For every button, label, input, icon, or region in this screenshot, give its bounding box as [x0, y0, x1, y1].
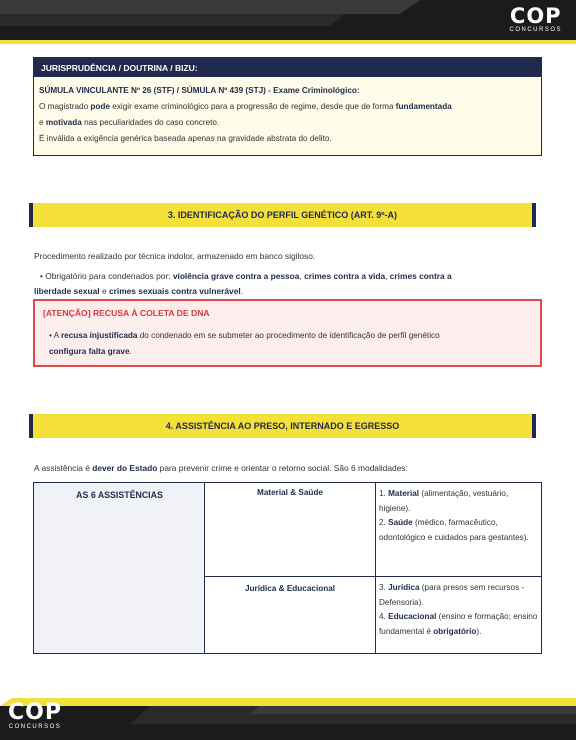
text-run: O magistrado — [39, 102, 91, 111]
text-run: • Obrigatório para condenados por: — [40, 271, 173, 281]
highlight-term: pode — [90, 102, 110, 111]
brand-logo — [509, 6, 562, 34]
section-4-heading: 4. ASSISTÊNCIA AO PRESO, INTERNADO E EGRESSO — [29, 414, 536, 438]
header-decoration — [0, 0, 576, 44]
table-row-2-label: Jurídica & Educacional — [205, 576, 376, 653]
item-number: 4. — [379, 612, 389, 621]
table-row-2-content — [376, 576, 541, 653]
highlight-term: crimes sexuais contra vulnerável — [108, 286, 241, 296]
highlight-term: Saúde — [388, 518, 413, 527]
text-run: A assistência é — [34, 463, 93, 473]
highlight-term: motivada — [45, 118, 82, 127]
item-number: 2. — [379, 518, 389, 527]
assistance-table — [33, 482, 542, 654]
text-run: (médico, farmacêutico, odontológico e cuidados para gestantes). — [379, 518, 529, 542]
text-run: (para presos sem recursos - Defensoria). — [379, 583, 525, 607]
attention-title: [ATENÇÃO] RECUSA À COLETA DE DNA — [43, 308, 210, 318]
list-item — [379, 581, 538, 610]
table-left-label: AS 6 ASSISTÊNCIAS — [76, 490, 163, 500]
jurisprudence-line-2 — [39, 115, 536, 131]
jurisprudence-header: JURISPRUDÊNCIA / DOUTRINA / BIZU: — [34, 58, 541, 77]
jurisprudence-line-1 — [39, 99, 536, 115]
section-3-bullet — [40, 268, 540, 284]
text-run: (ensino e formação; ensino fundamental é — [379, 612, 538, 636]
item-number: 3. — [379, 583, 389, 592]
text-run: nas peculiaridades do caso concreto. — [81, 118, 220, 127]
table-left-cell — [34, 483, 205, 653]
jurisprudence-title: SÚMULA VINCULANTE Nº 26 (STF) / SÚMULA Nº 439 (STJ) - Exame Criminológico: — [39, 86, 360, 95]
text-run: (alimentação, vestuário, higiene). — [379, 489, 509, 513]
highlight-term: recusa injustificada — [60, 331, 138, 340]
logo-text: COP — [509, 4, 562, 28]
list-item — [379, 487, 538, 516]
highlight-term: dever do Estado — [92, 463, 158, 473]
highlight-term: Jurídica — [388, 583, 420, 592]
page-header-band — [0, 0, 576, 44]
text-run: , — [385, 271, 390, 281]
section-4-intro — [34, 460, 546, 476]
list-item — [379, 610, 538, 639]
logo-text: COP — [8, 700, 62, 725]
text-run: e — [39, 118, 46, 127]
highlight-term: violência grave contra a pessoa — [172, 271, 300, 281]
text-run: . — [240, 286, 244, 296]
text-run: ). — [476, 626, 482, 636]
jurisprudence-line-3: É inválida a exigência genérica baseada apenas na gravidade abstrata do delito. — [39, 134, 332, 143]
logo-subtext: CONCURSOS — [509, 27, 562, 33]
section-3-bullet-cont — [34, 283, 539, 299]
text-run: do condenado em se submeter ao procedimento de identificação de perfil genético — [137, 331, 440, 340]
page-footer-band — [0, 694, 576, 740]
section-3-intro: Procedimento realizado por técnica indolor, armazenado em banco sigiloso. — [34, 251, 316, 261]
text-run: e — [99, 286, 109, 296]
table-row-1-label: Material & Saúde — [205, 483, 376, 576]
footer-decoration — [0, 694, 576, 740]
list-item — [379, 516, 538, 545]
jurisprudence-box — [33, 57, 542, 156]
text-run: exigir exame criminológico para a progressão de regime, desde que de forma — [109, 102, 396, 111]
highlight-term: Educacional — [388, 612, 437, 621]
attention-text — [49, 328, 539, 360]
text-run: . — [129, 347, 132, 356]
text-run: , — [299, 271, 305, 281]
highlight-term: crimes contra a — [389, 271, 452, 281]
highlight-term: fundamentada — [395, 102, 452, 111]
highlight-term: crimes contra a vida — [304, 271, 386, 281]
highlight-term: obrigatório — [433, 626, 477, 636]
footer-logo — [8, 702, 62, 731]
text-run: • A — [49, 331, 61, 340]
highlight-term: liberdade sexual — [34, 286, 100, 296]
item-number: 1. — [379, 489, 389, 498]
highlight-term: configura falta grave — [49, 347, 130, 356]
jurisprudence-body — [34, 77, 541, 153]
logo-subtext: CONCURSOS — [8, 724, 62, 730]
section-3-heading: 3. IDENTIFICAÇÃO DO PERFIL GENÉTICO (ART. 9º-A) — [29, 203, 536, 227]
text-run: para prevenir crime e orientar o retorno social. São 6 modalidades: — [157, 463, 408, 473]
attention-box — [33, 299, 542, 367]
highlight-term: Material — [388, 489, 420, 498]
table-row-1-content — [376, 483, 541, 576]
